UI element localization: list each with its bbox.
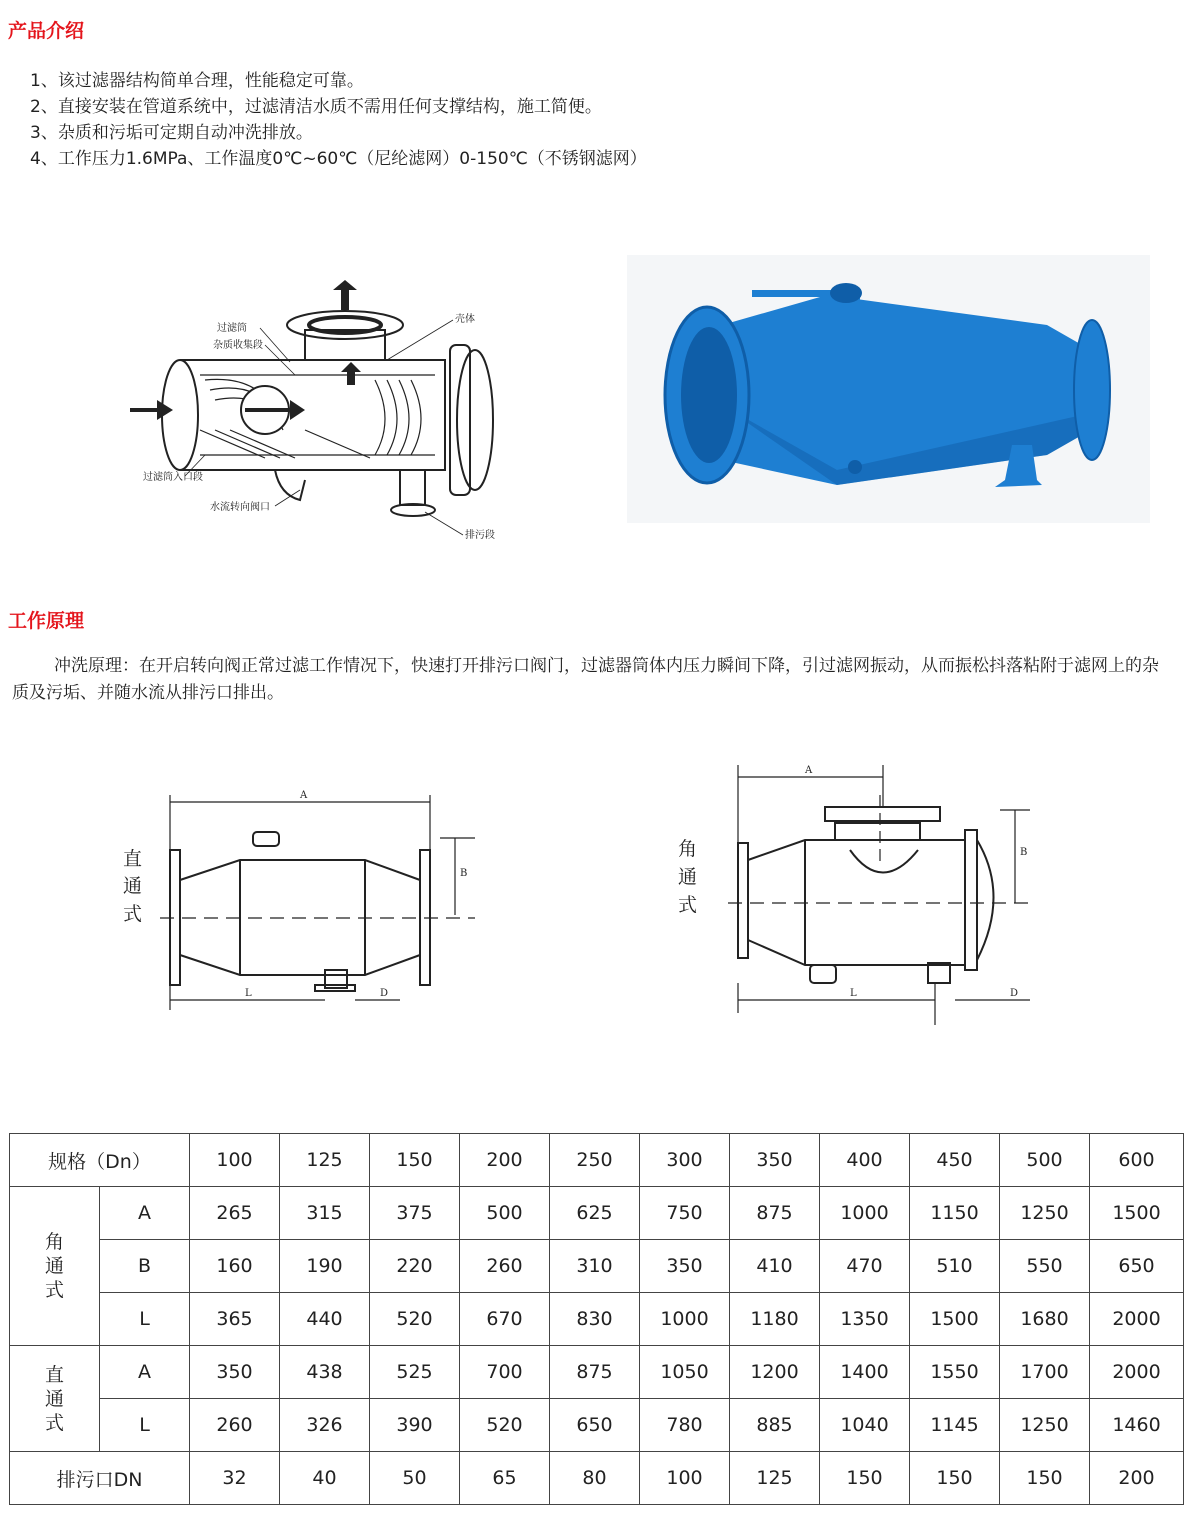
value-cell: 550 [1000,1240,1090,1293]
size-cell: 150 [370,1134,460,1187]
straight-dim-a: A [300,790,308,801]
size-cell: 300 [640,1134,730,1187]
size-cell: 500 [1000,1134,1090,1187]
value-cell: 100 [640,1452,730,1505]
intro-item: 3、杂质和污垢可定期自动冲洗排放。 [30,123,313,143]
value-cell: 150 [910,1452,1000,1505]
size-cell: 200 [460,1134,550,1187]
value-cell: 1350 [820,1293,910,1346]
table-row [10,1240,1184,1293]
value-cell: 200 [1090,1452,1184,1505]
value-cell: 125 [730,1452,820,1505]
value-cell: 625 [550,1187,640,1240]
straight-group-label: 直 通 式 [10,1346,100,1452]
size-header: 规格（Dn） [10,1134,190,1187]
value-cell: 260 [190,1399,280,1452]
straight-type-drawing [115,780,495,1025]
row-label: A [100,1346,190,1399]
value-cell: 32 [190,1452,280,1505]
value-cell: 500 [460,1187,550,1240]
value-cell: 410 [730,1240,820,1293]
product-photo [627,255,1150,523]
value-cell: 2000 [1090,1293,1184,1346]
size-cell: 250 [550,1134,640,1187]
size-cell: 450 [910,1134,1000,1187]
value-cell: 2000 [1090,1346,1184,1399]
value-cell: 160 [190,1240,280,1293]
value-cell: 885 [730,1399,820,1452]
value-cell: 40 [280,1452,370,1505]
angle-label-3: 式 [678,894,698,916]
intro-title: 产品介绍 [8,20,85,42]
value-cell: 365 [190,1293,280,1346]
drain-label: 排污口DN [10,1452,190,1505]
row-label: A [100,1187,190,1240]
table-row-size [10,1134,1184,1187]
value-cell: 350 [640,1240,730,1293]
value-cell: 875 [730,1187,820,1240]
value-cell: 780 [640,1399,730,1452]
value-cell: 520 [460,1399,550,1452]
value-cell: 525 [370,1346,460,1399]
angle-type-drawing [670,755,1050,1030]
label-filter-inlet: 过滤筒入口段 [143,472,203,483]
value-cell: 1460 [1090,1399,1184,1452]
label-valve: 水流转向阀口 [210,502,270,513]
value-cell: 1000 [640,1293,730,1346]
value-cell: 1500 [910,1293,1000,1346]
angle-label-1: 角 [678,838,698,860]
cutaway-illustration [125,280,505,550]
angle-dim-b: B [1020,847,1028,858]
value-cell: 650 [1090,1240,1184,1293]
value-cell: 1250 [1000,1399,1090,1452]
table-row [10,1293,1184,1346]
table-row [10,1399,1184,1452]
value-cell: 1180 [730,1293,820,1346]
angle-label-2: 通 [678,866,698,888]
table-row [10,1187,1184,1240]
row-label: L [100,1293,190,1346]
value-cell: 1145 [910,1399,1000,1452]
intro-item: 1、该过滤器结构简单合理，性能稳定可靠。 [30,71,364,91]
intro-item: 4、工作压力1.6MPa、工作温度0℃~60℃（尼纶滤网）0-150℃（不锈钢滤网） [30,149,647,169]
value-cell: 670 [460,1293,550,1346]
value-cell: 80 [550,1452,640,1505]
row-label: B [100,1240,190,1293]
value-cell: 375 [370,1187,460,1240]
value-cell: 1250 [1000,1187,1090,1240]
value-cell: 1680 [1000,1293,1090,1346]
value-cell: 438 [280,1346,370,1399]
label-drain: 排污段 [465,530,495,541]
value-cell: 350 [190,1346,280,1399]
principle-title: 工作原理 [8,610,85,632]
size-cell: 350 [730,1134,820,1187]
value-cell: 470 [820,1240,910,1293]
value-cell: 1040 [820,1399,910,1452]
label-filter-drum: 过滤筒 [217,323,247,334]
table-row [10,1346,1184,1399]
value-cell: 1050 [640,1346,730,1399]
straight-dim-d: D [380,988,389,999]
size-cell: 600 [1090,1134,1184,1187]
value-cell: 700 [460,1346,550,1399]
label-shell: 壳体 [455,314,475,325]
straight-label-1: 直 [123,848,143,870]
value-cell: 1150 [910,1187,1000,1240]
intro-item: 2、直接安装在管道系统中，过滤清洁水质不需用任何支撑结构，施工简便。 [30,97,602,117]
angle-dim-l: L [850,988,857,999]
label-impurity-section: 杂质收集段 [213,340,263,351]
straight-dim-l: L [245,988,252,999]
spec-table-body [10,1134,1184,1505]
value-cell: 440 [280,1293,370,1346]
angle-dim-a: A [805,765,813,776]
straight-dim-b: B [460,868,468,879]
value-cell: 326 [280,1399,370,1452]
value-cell: 750 [640,1187,730,1240]
value-cell: 150 [820,1452,910,1505]
principle-text: 冲洗原理：在开启转向阀正常过滤工作情况下，快速打开排污口阀门，过滤器筒体内压力瞬间下降，引过滤网振动，从而振松抖落粘附于滤网上的杂质及污垢、并随水流从排污口排出。 [12,656,1159,703]
row-label: L [100,1399,190,1452]
size-cell: 100 [190,1134,280,1187]
value-cell: 510 [910,1240,1000,1293]
value-cell: 50 [370,1452,460,1505]
value-cell: 875 [550,1346,640,1399]
value-cell: 1500 [1090,1187,1184,1240]
value-cell: 260 [460,1240,550,1293]
spec-table [9,1133,1184,1505]
value-cell: 650 [550,1399,640,1452]
table-row-drain [10,1452,1184,1505]
value-cell: 310 [550,1240,640,1293]
value-cell: 150 [1000,1452,1090,1505]
value-cell: 1200 [730,1346,820,1399]
size-cell: 125 [280,1134,370,1187]
value-cell: 830 [550,1293,640,1346]
value-cell: 315 [280,1187,370,1240]
value-cell: 265 [190,1187,280,1240]
straight-label-3: 式 [123,903,143,925]
value-cell: 390 [370,1399,460,1452]
value-cell: 190 [280,1240,370,1293]
size-cell: 400 [820,1134,910,1187]
value-cell: 1000 [820,1187,910,1240]
angle-dim-d: D [1010,988,1019,999]
intro-list [30,68,647,172]
value-cell: 220 [370,1240,460,1293]
value-cell: 65 [460,1452,550,1505]
value-cell: 520 [370,1293,460,1346]
value-cell: 1550 [910,1346,1000,1399]
straight-label-2: 通 [123,875,143,897]
angle-group-label: 角 通 式 [10,1187,100,1346]
value-cell: 1400 [820,1346,910,1399]
value-cell: 1700 [1000,1346,1090,1399]
